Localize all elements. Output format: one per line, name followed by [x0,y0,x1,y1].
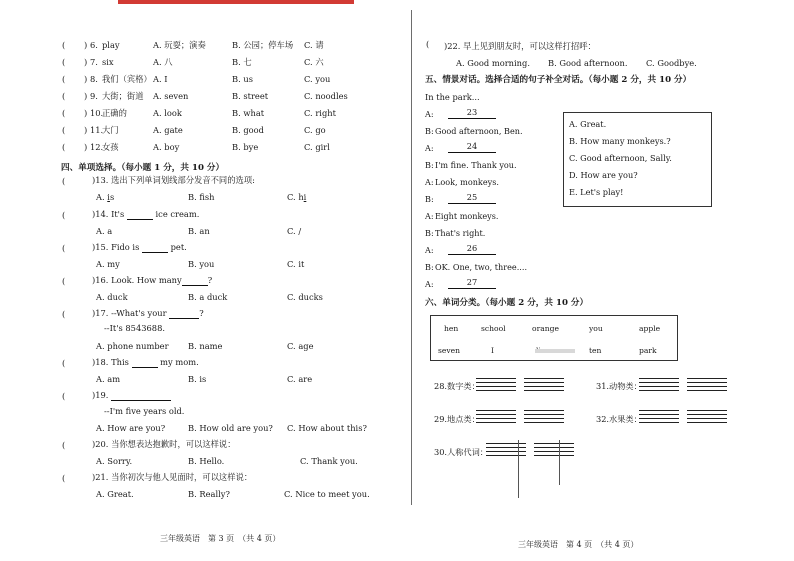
dialogue-speaker: A: [425,143,434,153]
dialogue-option: A. Great. [569,119,607,129]
q14-option-a: A. a [96,226,113,236]
dialogue-line: I'm fine. Thank you. [435,160,517,170]
q22-option-c: C. Goodbye. [646,58,697,68]
scan-mark [518,440,519,498]
word-bank [430,315,678,361]
word-bank-word: you [589,324,603,333]
answer-lines[interactable] [524,410,564,426]
word-bank-word: orange [532,324,559,333]
q15-option-a: A. my [96,259,120,269]
word-bank-word: apple [639,324,661,333]
word-bank-word: seven [438,346,461,355]
item-number: 7. [90,57,98,67]
dialogue-speaker: A: [425,177,434,187]
dialogue-option: C. Good afternoon, Sally. [569,153,672,163]
option-c: C. girl [304,142,330,152]
category-32: 32.水果类： [596,414,642,424]
option-b: B. 七 [232,57,252,67]
dialogue-options-box [563,112,712,207]
option-c: C. 六 [304,57,324,67]
word-bank-word: school [481,324,506,333]
answer-paren[interactable]: ( [426,39,430,49]
dialogue-blank[interactable]: 26 [448,244,496,255]
q17-reply: --It's 8543688. [104,323,165,333]
q18-option-c: C. are [287,374,313,384]
option-a: A. gate [153,125,183,135]
dialogue-line: That's right. [435,228,486,238]
dialogue-blank[interactable]: 25 [448,193,496,204]
item-word: 女孩 [102,142,119,152]
q15-option-c: C. it [287,259,305,269]
dialogue-option: E. Let's play! [569,187,624,197]
option-c: C. right [304,108,336,118]
page-footer-left: 三年级英语 第 3 页 （共 4 页） [160,534,281,543]
answer-paren[interactable]: ( [62,210,66,220]
dialogue-speaker: A: [425,109,434,119]
option-b: B. us [232,74,253,84]
item-number: 6. [90,40,98,50]
dialogue-speaker: A: [425,245,434,255]
option-a: A. look [153,108,182,118]
dialogue-option: D. How are you? [569,170,638,180]
q16-option-a: A. duck [96,292,128,302]
dialogue-blank[interactable]: 23 [448,108,496,119]
answer-lines[interactable] [476,410,516,426]
option-b: B. bye [232,142,259,152]
dialogue-speaker: B: [425,160,434,170]
answer-paren[interactable]: ( [62,276,66,286]
dialogue-speaker: B: [425,228,434,238]
page-footer-right: 三年级英语 第 4 页 （共 4 页） [518,540,639,549]
q22-option-b: B. Good afternoon. [548,58,628,68]
answer-paren-close: ) [84,74,88,84]
question-14: )14. It's ice cream. [92,209,200,219]
answer-paren-close: ) [84,40,88,50]
dialogue-speaker: A: [425,211,434,221]
question-20: )20. 当你想表达抱歉时，可以这样说： [92,439,236,449]
answer-paren[interactable]: ( [62,440,66,450]
answer-paren[interactable]: ( [62,358,66,368]
answer-paren[interactable]: ( [62,91,66,101]
answer-lines[interactable] [524,378,564,394]
section-4-title: 四、单项选择。（每小题 1 分，共 10 分） [61,163,225,173]
option-c: C. you [304,74,331,84]
q13-option-a: A. is [96,192,115,202]
q13-option-c: C. hi [287,192,307,202]
q14-option-b: B. an [188,226,210,236]
option-b: B. street [232,91,269,101]
category-29: 29.地点类： [434,414,480,424]
word-bank-word: park [639,346,657,355]
item-number: 12. [90,142,104,152]
option-c: C. 请 [304,40,324,50]
item-word: 大门 [102,125,119,135]
answer-lines[interactable] [639,410,679,426]
question-18: )18. This my mom. [92,357,199,367]
answer-paren[interactable]: ( [62,125,66,135]
answer-paren-close: ) [84,125,88,135]
answer-paren[interactable]: ( [62,57,66,67]
dialogue-speaker: A: [425,279,434,289]
dialogue-context: In the park... [425,92,480,102]
dialogue-option: B. How many monkeys.? [569,136,671,146]
q19-option-c: C. How about this? [287,423,367,433]
dialogue-line: Look, monkeys. [435,177,499,187]
dialogue-line: Eight monkeys. [435,211,499,221]
dialogue-line: OK. One, two, three.... [435,262,528,272]
q21-option-a: A. Great. [96,489,134,499]
question-15: )15. Fido is pet. [92,242,187,252]
item-number: 11. [90,125,104,135]
dialogue-line: Good afternoon, Ben. [435,126,523,136]
q14-option-c: C. / [287,226,302,236]
answer-paren-close: ) [84,142,88,152]
option-a: A. seven [153,91,189,101]
q17-option-a: A. phone number [96,341,169,351]
q15-option-b: B. you [188,259,215,269]
section-5-title: 五、情景对话。选择合适的句子补全对话。（每小题 2 分，共 10 分） [425,75,692,85]
q21-option-c: C. Nice to meet you. [284,489,370,499]
question-17: )17. --What's your ? [92,308,204,318]
item-word: 正确的 [102,108,127,118]
q20-option-a: A. Sorry. [96,456,133,466]
answer-paren[interactable]: ( [62,176,66,186]
option-a: A. boy [153,142,180,152]
dialogue-blank[interactable]: 27 [448,278,496,289]
word-bank-word: ten [589,346,602,355]
answer-lines[interactable] [486,443,526,459]
answer-lines[interactable] [687,410,727,426]
word-bank-word: I [491,346,494,355]
item-word: play [102,40,120,50]
option-b: B. 公园；停车场 [232,40,294,50]
question-16: )16. Look. How many ? [92,275,213,285]
category-31: 31.动物类： [596,381,642,391]
answer-paren-close: ) [84,57,88,67]
item-number: 9. [90,91,98,101]
answer-lines[interactable] [476,378,516,394]
option-a: A. 玩耍；演奏 [153,40,206,50]
q19-option-b: B. How old are you? [188,423,273,433]
answer-paren-close: ) [84,91,88,101]
dialogue-blank[interactable]: 24 [448,142,496,153]
answer-paren[interactable]: ( [62,40,66,50]
answer-paren[interactable]: ( [62,74,66,84]
q17-option-c: C. age [287,341,314,351]
q21-option-b: B. Really? [188,489,230,499]
dialogue-speaker: B: [425,126,434,136]
section-6-title: 六、单词分类。（每小题 2 分，共 10 分） [425,298,589,308]
answer-paren[interactable]: ( [62,142,66,152]
q16-option-b: B. a duck [188,292,228,302]
question-19: )19. [92,390,171,401]
answer-lines[interactable] [534,443,574,459]
q20-option-b: B. Hello. [188,456,225,466]
q22-option-a: A. Good morning. [456,58,530,68]
q16-option-c: C. ducks [287,292,323,302]
option-b: B. what [232,108,265,118]
category-28: 28.数字类： [434,381,480,391]
word-bank-word: hen [444,324,459,333]
answer-paren[interactable]: ( [62,243,66,253]
q20-option-c: C. Thank you. [300,456,358,466]
answer-paren[interactable]: ( [62,473,66,483]
answer-paren[interactable]: ( [62,108,66,118]
question-22: )22. 早上见到朋友时，可以这样打招呼： [444,41,596,51]
option-c: C. go [304,125,326,135]
answer-paren-close: ) [84,108,88,118]
category-30: 30.人称代词： [434,447,488,457]
q18-option-a: A. am [96,374,121,384]
question-21: )21. 当你初次与他人见面时，可以这样说： [92,472,253,482]
q13-option-b: B. fsh [188,192,215,202]
scan-smudge [535,349,575,353]
q19-reply: --I'm five years old. [104,406,185,416]
item-word: 我们（宾格） [102,74,152,84]
q17-option-b: B. name [188,341,223,351]
item-number: 8. [90,74,98,84]
option-b: B. good [232,125,264,135]
question-13: )13. 选出下列单词划线部分发音不同的选项: [92,175,255,185]
item-word: six [102,57,114,67]
answer-lines[interactable] [687,378,727,394]
scan-mark [559,440,560,485]
option-a: A. 八 [153,57,173,67]
page-4 [410,0,794,561]
item-word: 大街；街道 [102,91,144,101]
option-a: A. I [153,74,168,84]
answer-paren[interactable]: ( [62,391,66,401]
q19-option-a: A. How are you? [96,423,166,433]
dialogue-speaker: B: [425,194,434,204]
dialogue-speaker: B: [425,262,434,272]
option-c: C. noodles [304,91,348,101]
answer-lines[interactable] [639,378,679,394]
item-number: 10. [90,108,104,118]
q18-option-b: B. is [188,374,207,384]
answer-paren[interactable]: ( [62,309,66,319]
